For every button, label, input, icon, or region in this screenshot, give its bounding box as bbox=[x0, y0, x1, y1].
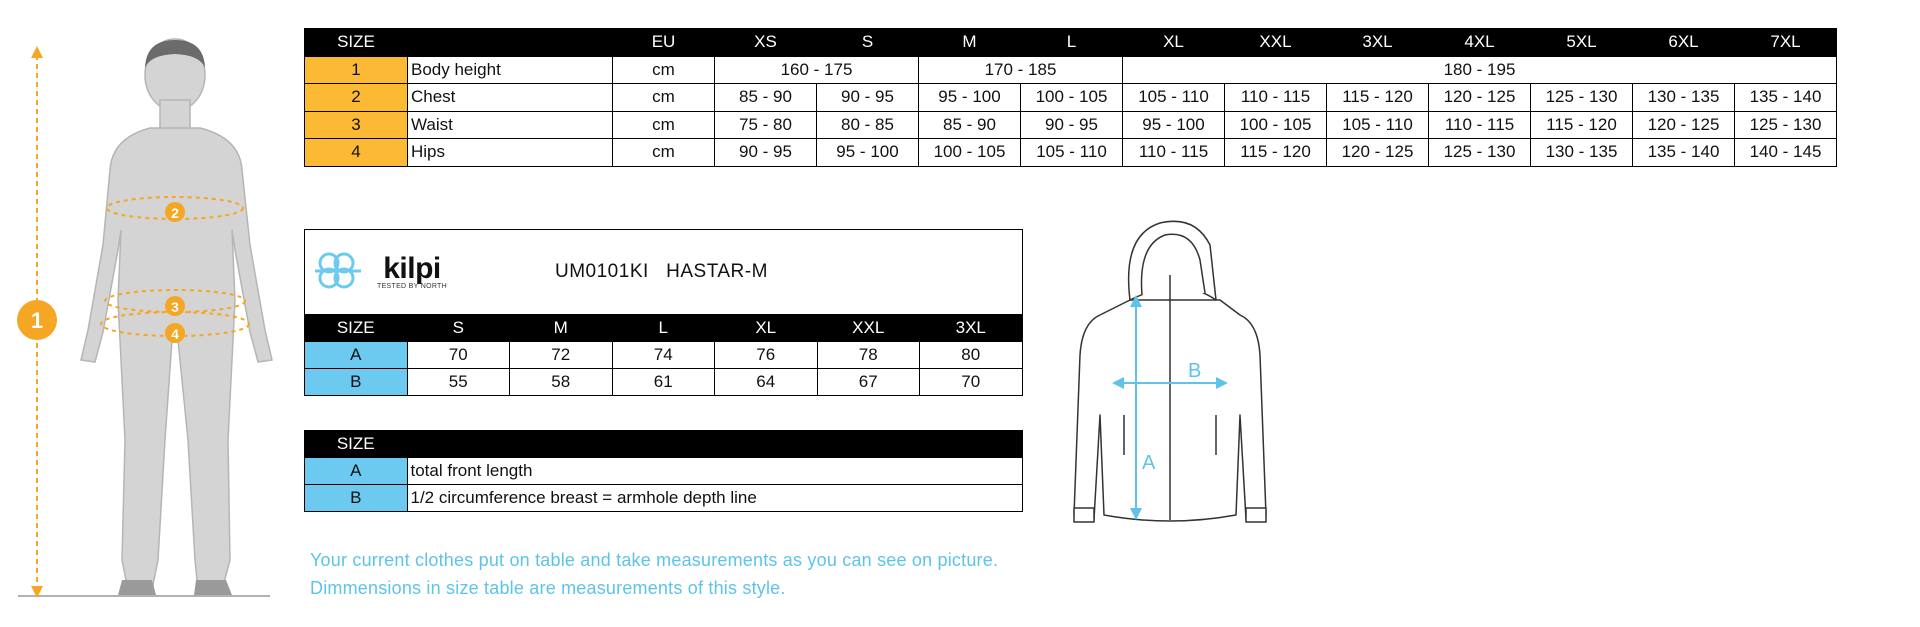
table-row bbox=[305, 342, 1023, 369]
value-cell: 120 - 125 bbox=[1633, 111, 1735, 139]
value-cell: 75 - 80 bbox=[715, 111, 817, 139]
unit-cell: cm bbox=[613, 84, 715, 112]
table-row bbox=[305, 458, 1023, 485]
value-cell: 67 bbox=[817, 369, 920, 396]
value-cell: 90 - 95 bbox=[1021, 111, 1123, 139]
value-cell: 110 - 115 bbox=[1123, 139, 1225, 167]
value-cell: 61 bbox=[612, 369, 715, 396]
brand-tagline: TESTED BY NORTH bbox=[377, 282, 447, 290]
header-cell: XS bbox=[715, 29, 817, 57]
measurement-legend-table bbox=[304, 430, 1023, 512]
value-cell: 100 - 105 bbox=[1225, 111, 1327, 139]
row-number-cell: 3 bbox=[305, 111, 408, 139]
header-cell: SIZE bbox=[305, 315, 408, 342]
value-cell: 135 - 140 bbox=[1735, 84, 1837, 112]
value-cell: 95 - 100 bbox=[919, 84, 1021, 112]
unit-cell: cm bbox=[613, 139, 715, 167]
value-cell: 80 - 85 bbox=[817, 111, 919, 139]
value-cell: 180 - 195 bbox=[1123, 56, 1837, 84]
value-cell: 115 - 120 bbox=[1531, 111, 1633, 139]
jacket-label-b: B bbox=[1188, 360, 1202, 382]
header-cell: 6XL bbox=[1633, 29, 1735, 57]
header-cell: 3XL bbox=[1327, 29, 1429, 57]
marker-3-text: 3 bbox=[171, 299, 179, 315]
value-cell: 140 - 145 bbox=[1735, 139, 1837, 167]
value-cell: 115 - 120 bbox=[1327, 84, 1429, 112]
value-cell: 80 bbox=[920, 342, 1023, 369]
header-cell: S bbox=[407, 315, 510, 342]
value-cell: 90 - 95 bbox=[715, 139, 817, 167]
header-cell: EU bbox=[613, 29, 715, 57]
measure-description-cell: total front length bbox=[407, 458, 1023, 485]
value-cell: 55 bbox=[407, 369, 510, 396]
style-size-table bbox=[304, 229, 1023, 396]
header-cell: SIZE bbox=[305, 29, 408, 57]
header-cell: S bbox=[817, 29, 919, 57]
size-chart-table bbox=[304, 28, 1837, 167]
instruction-note: Your current clothes put on table and take measurements as you can see on picture. bbox=[310, 550, 999, 570]
row-number-cell: 1 bbox=[305, 56, 408, 84]
value-cell: 70 bbox=[920, 369, 1023, 396]
value-cell: 70 bbox=[407, 342, 510, 369]
marker-1-text: 1 bbox=[30, 308, 44, 333]
value-cell: 85 - 90 bbox=[919, 111, 1021, 139]
value-cell: 120 - 125 bbox=[1327, 139, 1429, 167]
value-cell: 105 - 110 bbox=[1123, 84, 1225, 112]
measure-label-cell: B bbox=[305, 369, 408, 396]
header-cell: XXL bbox=[1225, 29, 1327, 57]
value-cell: 110 - 115 bbox=[1429, 111, 1531, 139]
table-row bbox=[305, 84, 1837, 112]
value-cell: 160 - 175 bbox=[715, 56, 919, 84]
instruction-note: Dimmensions in size table are measurements of this style. bbox=[310, 578, 786, 598]
size-chart-header-row bbox=[305, 29, 1837, 57]
value-cell: 90 - 95 bbox=[817, 84, 919, 112]
row-label-cell: Hips bbox=[408, 139, 613, 167]
header-cell: L bbox=[612, 315, 715, 342]
value-cell: 78 bbox=[817, 342, 920, 369]
row-label-cell: Waist bbox=[408, 111, 613, 139]
marker-4-text: 4 bbox=[171, 326, 179, 342]
header-cell: 4XL bbox=[1429, 29, 1531, 57]
header-cell: L bbox=[1021, 29, 1123, 57]
style-code: UM0101KI bbox=[555, 261, 649, 282]
table-row bbox=[305, 111, 1837, 139]
row-label-cell: Body height bbox=[408, 56, 613, 84]
value-cell: 110 - 115 bbox=[1225, 84, 1327, 112]
value-cell: 100 - 105 bbox=[1021, 84, 1123, 112]
jacket-measurement-figure bbox=[1060, 215, 1280, 545]
unit-cell: cm bbox=[613, 56, 715, 84]
value-cell: 125 - 130 bbox=[1735, 111, 1837, 139]
value-cell: 105 - 110 bbox=[1327, 111, 1429, 139]
legend-header-row bbox=[305, 431, 1023, 458]
value-cell: 130 - 135 bbox=[1531, 139, 1633, 167]
value-cell: 74 bbox=[612, 342, 715, 369]
header-cell: 5XL bbox=[1531, 29, 1633, 57]
value-cell: 85 - 90 bbox=[715, 84, 817, 112]
brand-header-cell bbox=[305, 230, 1023, 315]
measure-label-cell: A bbox=[305, 458, 408, 485]
header-cell: SIZE bbox=[305, 431, 408, 458]
brand-name: kilpi bbox=[383, 251, 441, 285]
body-measurement-figure bbox=[0, 0, 300, 627]
row-number-cell: 4 bbox=[305, 139, 408, 167]
value-cell: 105 - 110 bbox=[1021, 139, 1123, 167]
header-cell: XL bbox=[1123, 29, 1225, 57]
table-row bbox=[305, 139, 1837, 167]
value-cell: 135 - 140 bbox=[1633, 139, 1735, 167]
row-label-cell: Chest bbox=[408, 84, 613, 112]
header-cell bbox=[407, 431, 1023, 458]
value-cell: 58 bbox=[510, 369, 613, 396]
value-cell: 95 - 100 bbox=[817, 139, 919, 167]
value-cell: 72 bbox=[510, 342, 613, 369]
value-cell: 76 bbox=[715, 342, 818, 369]
table-row bbox=[305, 485, 1023, 512]
measure-description-cell: 1/2 circumference breast = armhole depth line bbox=[407, 485, 1023, 512]
header-cell bbox=[408, 29, 613, 57]
header-cell: M bbox=[919, 29, 1021, 57]
value-cell: 64 bbox=[715, 369, 818, 396]
header-cell: M bbox=[510, 315, 613, 342]
table-row bbox=[305, 56, 1837, 84]
value-cell: 125 - 130 bbox=[1429, 139, 1531, 167]
value-cell: 130 - 135 bbox=[1633, 84, 1735, 112]
table-row bbox=[305, 369, 1023, 396]
style-table-header-row bbox=[305, 315, 1023, 342]
marker-2-text: 2 bbox=[171, 205, 179, 221]
value-cell: 170 - 185 bbox=[919, 56, 1123, 84]
kilpi-knot-logo-icon bbox=[313, 247, 375, 297]
style-title bbox=[555, 261, 768, 283]
measure-label-cell: A bbox=[305, 342, 408, 369]
measure-label-cell: B bbox=[305, 485, 408, 512]
jacket-label-a: A bbox=[1142, 452, 1156, 474]
header-cell: 7XL bbox=[1735, 29, 1837, 57]
value-cell: 125 - 130 bbox=[1531, 84, 1633, 112]
style-name: HASTAR-M bbox=[666, 261, 768, 282]
header-cell: XXL bbox=[817, 315, 920, 342]
value-cell: 120 - 125 bbox=[1429, 84, 1531, 112]
row-number-cell: 2 bbox=[305, 84, 408, 112]
value-cell: 95 - 100 bbox=[1123, 111, 1225, 139]
header-cell: XL bbox=[715, 315, 818, 342]
header-cell: 3XL bbox=[920, 315, 1023, 342]
value-cell: 115 - 120 bbox=[1225, 139, 1327, 167]
unit-cell: cm bbox=[613, 111, 715, 139]
value-cell: 100 - 105 bbox=[919, 139, 1021, 167]
